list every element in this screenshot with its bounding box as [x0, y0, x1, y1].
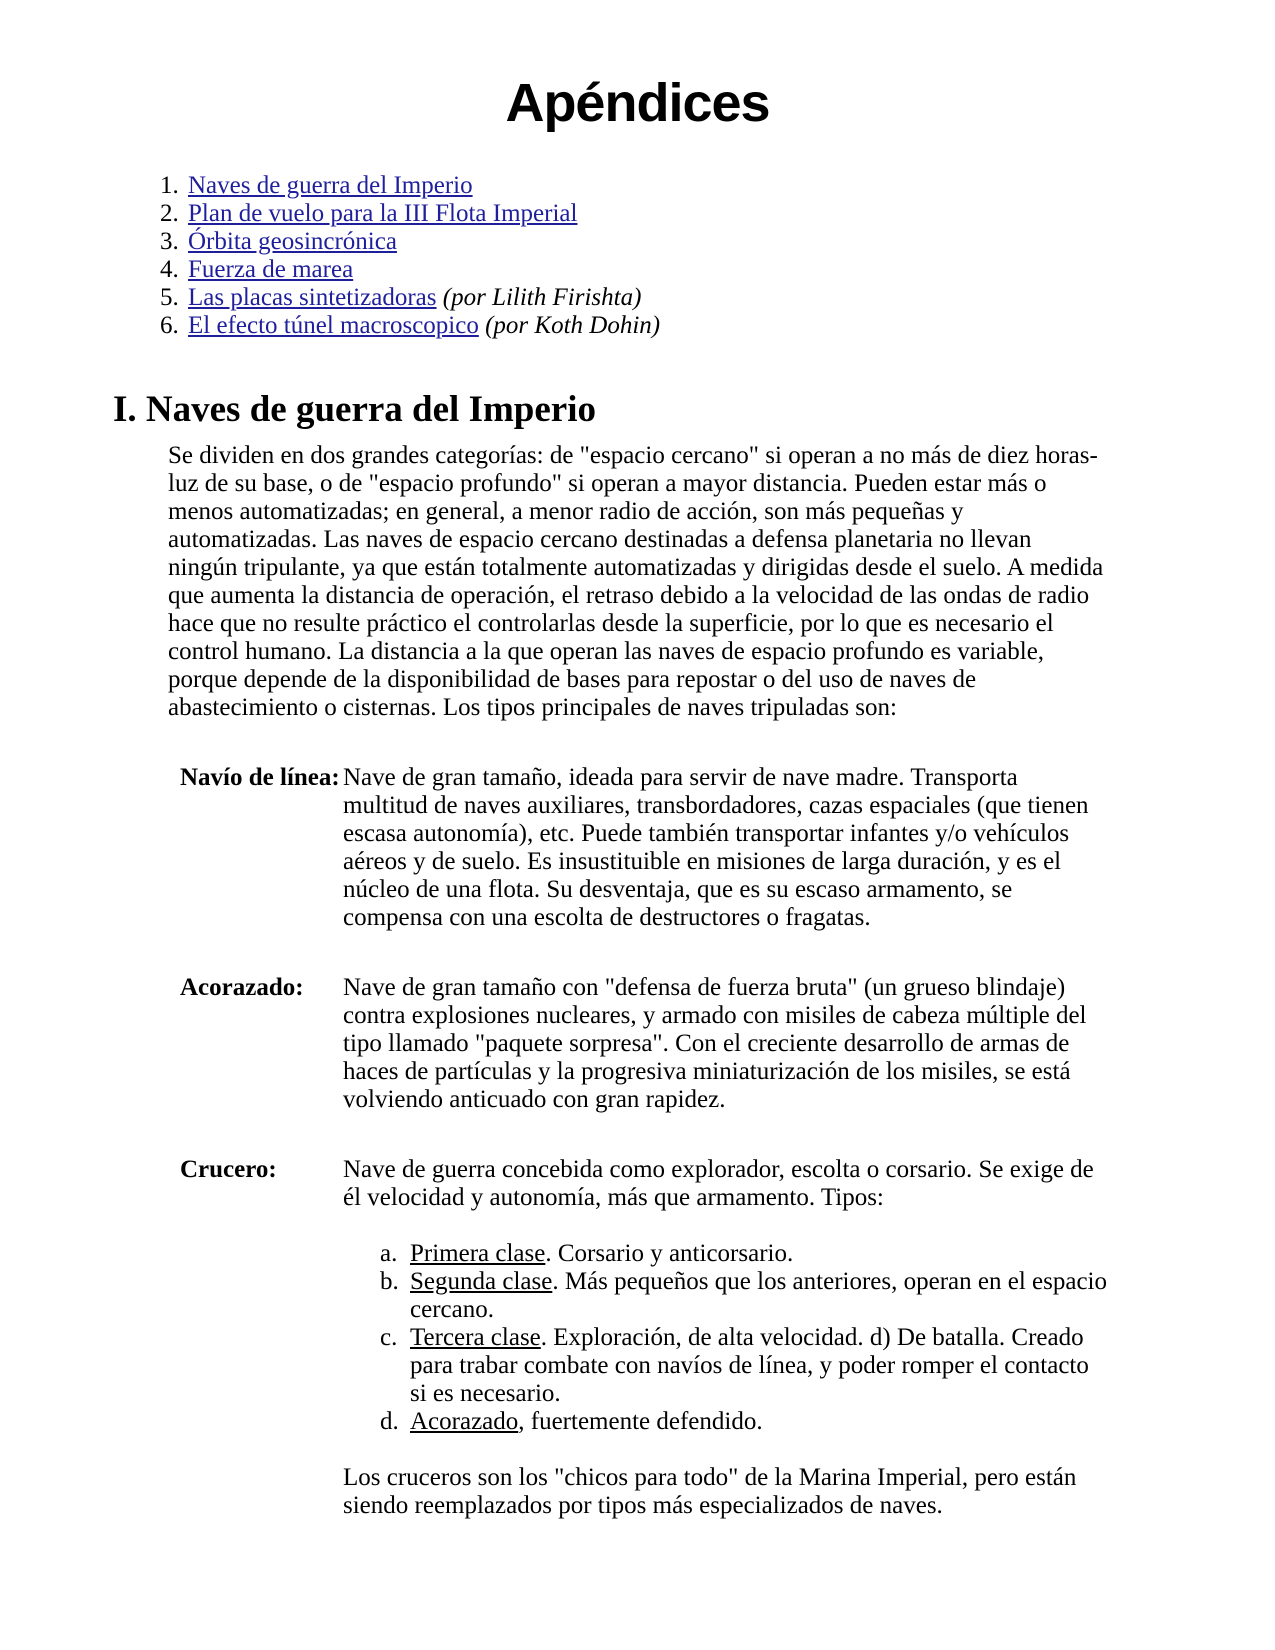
crucero-type-acorazado	[380, 1408, 1107, 1436]
toc-link-naves-de-guerra[interactable]: Naves de guerra del Imperio	[188, 172, 473, 199]
toc-item-placas-sintetizadoras	[160, 284, 1162, 312]
definition-description-text: Nave de guerra concebida como explorador, escolta o corsario. Se exige de él velocidad y autonomía, más que armamento. Tipos:	[343, 1156, 1094, 1211]
list-item-letter: c.	[380, 1324, 398, 1351]
toc-link-placas-sintetizadoras[interactable]: Las placas sintetizadoras	[188, 284, 437, 311]
toc-link-fuerza-de-marea[interactable]: Fuerza de marea	[188, 256, 354, 283]
definition-term: Crucero:	[180, 1156, 277, 1183]
definition-row-navio-de-linea	[180, 764, 1107, 932]
definition-description: Nave de gran tamaño con "defensa de fuerza bruta" (un grueso blindaje) contra explosiones nucleares, y armado con misiles de cabeza múltiple del tipo llamado "paquete sorpresa". Con el creciente desarrollo de armas de haces de partículas y la progresiva miniaturización de los misiles, se está volviendo anticuado con gran rapidez.	[343, 974, 1087, 1113]
crucero-type-rest: . Más pequeños que los anteriores, operan en el espacio cercano.	[410, 1268, 1107, 1323]
definition-description: Nave de gran tamaño, ideada para servir de nave madre. Transporta multitud de naves auxiliares, transbordadores, cazas espaciales (que tienen escasa autonomía), etc. Puede también transportar infantes y/o vehículos aéreos y de suelo. Es insustituible en misiones de larga duración, y es el núcleo de una flota. Su desventaja, que es su escaso armamento, se compensa con una escolta de destructores o fragatas.	[343, 764, 1089, 931]
crucero-type-primera-clase	[380, 1240, 1107, 1268]
crucero-type-name: Tercera clase	[410, 1324, 541, 1351]
document-content	[0, 74, 1275, 1520]
toc-link-orbita-geosincronica[interactable]: Órbita geosincrónica	[188, 228, 397, 255]
toc-item-naves-de-guerra	[160, 172, 1162, 200]
toc-item-number: 5.	[160, 284, 179, 311]
toc-item-number: 3.	[160, 228, 179, 255]
crucero-type-tercera-clase	[380, 1324, 1107, 1408]
toc-item-plan-de-vuelo	[160, 200, 1162, 228]
closing-paragraph: Los cruceros son los "chicos para todo" de la Marina Imperial, pero están siendo reemplazados por tipos más especializados de naves.	[343, 1464, 1077, 1519]
list-item-letter: d.	[380, 1408, 399, 1435]
toc-item-suffix: (por Lilith Firishta)	[436, 284, 642, 311]
page-title: Apéndices	[505, 73, 770, 133]
toc-item-efecto-tunel	[160, 312, 1162, 340]
toc-item-number: 1.	[160, 172, 179, 199]
definition-term: Navío de línea:	[180, 764, 340, 791]
crucero-type-rest: , fuertemente defendido.	[518, 1408, 763, 1435]
toc-item-suffix: (por Koth Dohin)	[478, 312, 661, 339]
crucero-type-name: Primera clase	[410, 1240, 546, 1267]
toc-item-fuerza-de-marea	[160, 256, 1162, 284]
definition-row-crucero	[180, 1156, 1107, 1520]
crucero-type-name: Acorazado	[410, 1408, 519, 1435]
crucero-type-rest: . Corsario y anticorsario.	[545, 1240, 794, 1267]
table-of-contents	[113, 172, 1162, 340]
toc-item-number: 2.	[160, 200, 179, 227]
toc-item-orbita-geosincronica	[160, 228, 1162, 256]
crucero-type-list	[343, 1240, 1107, 1436]
definition-description	[343, 1156, 1107, 1520]
toc-item-number: 6.	[160, 312, 179, 339]
crucero-type-name: Segunda clase	[410, 1268, 553, 1295]
crucero-type-segunda-clase	[380, 1268, 1107, 1324]
definition-row-acorazado	[180, 974, 1107, 1114]
toc-link-efecto-tunel[interactable]: El efecto túnel macroscopico	[188, 312, 479, 339]
list-item-letter: a.	[380, 1240, 398, 1267]
section-intro-paragraph: Se dividen en dos grandes categorías: de "espacio cercano" si operan a no más de diez horas-luz de su base, o de "espacio profundo" si operan a mayor distancia. Pueden estar más o menos automatizadas; en general, a menor radio de acción, son más pequeñas y automatizadas. Las naves de espacio cercano destinadas a defensa planetaria no llevan ningún tripulante, ya que están totalmente automatizadas y dirigidas desde el suelo. A medida que aumenta la distancia de operación, el retraso debido a la velocidad de las ondas de radio hace que no resulte práctico el controlarlas desde la superficie, por lo que es necesario el control humano. La distancia a la que operan las naves de espacio profundo es variable, porque depende de la disponibilidad de bases para repostar o del uso de naves de abastecimiento o cisternas. Los tipos principales de naves tripuladas son:	[168, 442, 1104, 721]
list-item-letter: b.	[380, 1268, 399, 1295]
toc-item-number: 4.	[160, 256, 179, 283]
ship-type-definition-list	[113, 764, 1162, 1520]
toc-link-plan-de-vuelo[interactable]: Plan de vuelo para la III Flota Imperial	[188, 200, 578, 227]
section-heading: I. Naves de guerra del Imperio	[113, 389, 596, 430]
crucero-type-rest: . Exploración, de alta velocidad. d) De batalla. Creado para trabar combate con navíos de línea, y poder romper el contacto si es necesario.	[410, 1324, 1089, 1407]
definition-term: Acorazado:	[180, 974, 304, 1001]
